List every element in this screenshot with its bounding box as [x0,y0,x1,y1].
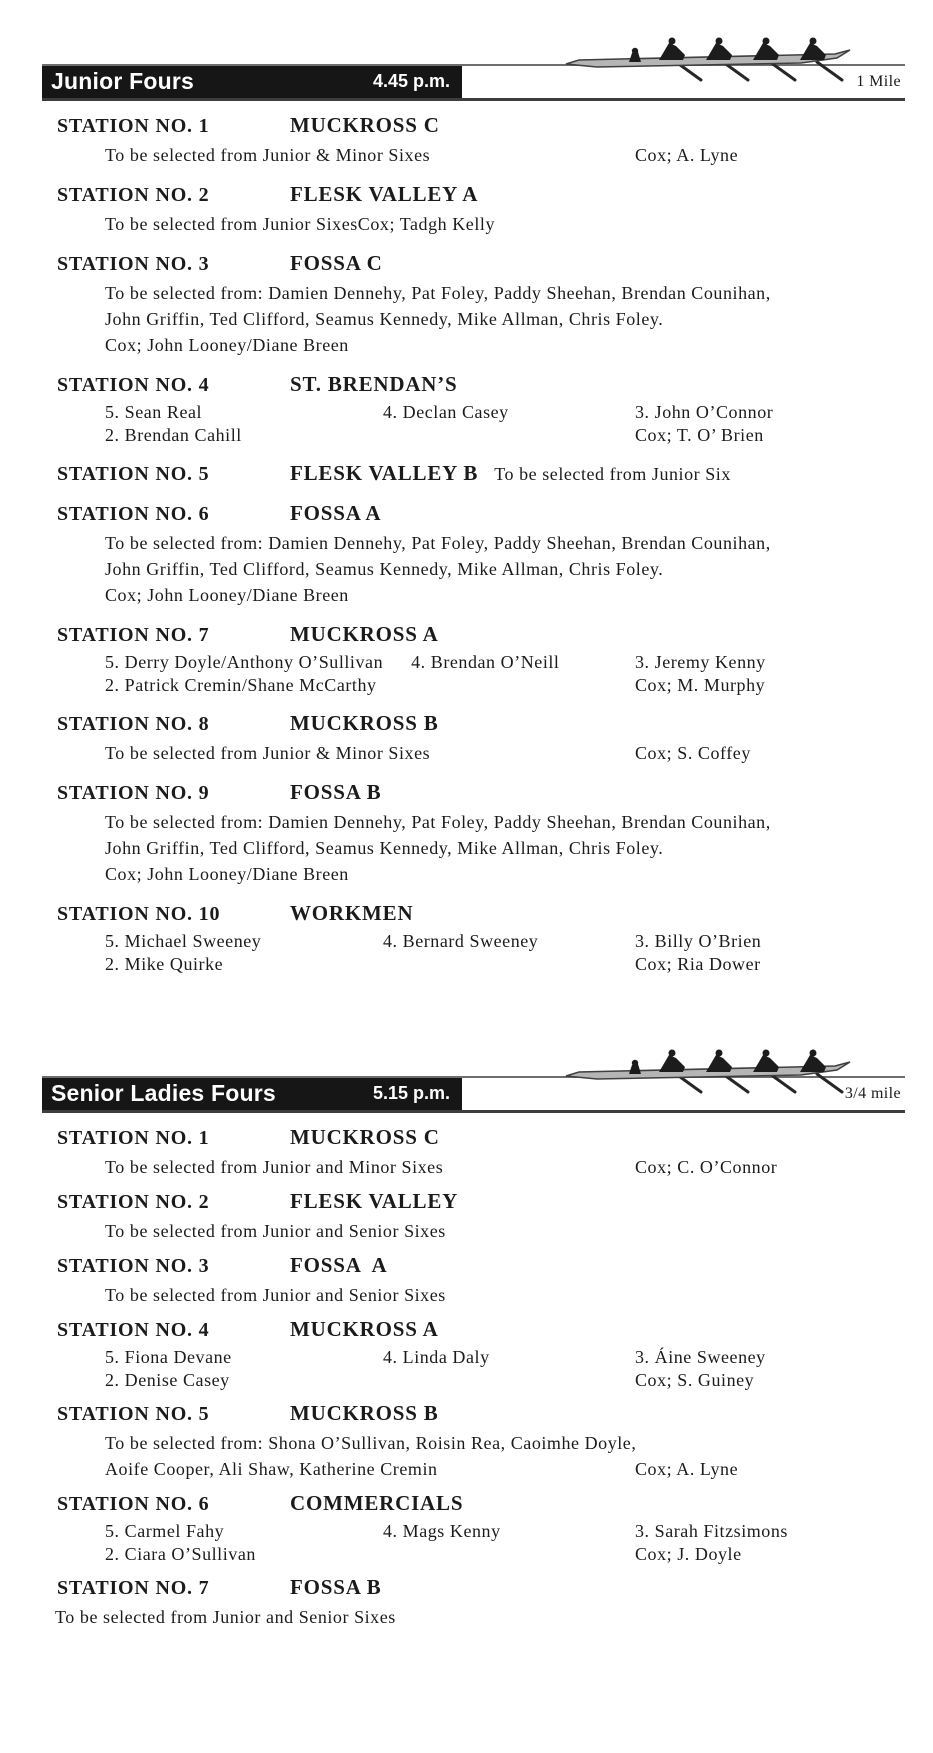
station-number: STATION NO. 7 [57,1577,210,1599]
team-name: MUCKROSS C [290,113,440,137]
station-entry [57,1189,905,1244]
station-note-line [105,861,905,887]
station-number: STATION NO. 2 [57,184,210,206]
seat-3: 3. Jeremy Kenny [635,652,766,672]
station-body [57,142,905,168]
station-heading [57,1253,905,1279]
station-note: To be selected from Junior & Minor Sixes [105,743,431,763]
seat-4: 4. Linda Daly [383,1347,490,1367]
station-body [57,401,905,447]
station-body [57,740,905,766]
station-note-line [105,142,905,168]
station-number: STATION NO. 1 [57,115,210,137]
race-header [42,1076,905,1113]
seat-2: 2. Mike Quirke [105,954,224,974]
cox-name: Cox; C. O’Connor [635,1157,778,1177]
team-name: FLESK VALLEY [290,1189,459,1213]
station-heading [57,1401,905,1427]
station-note: Cox; John Looney/Diane Breen [105,585,349,605]
team-name: MUCKROSS A [290,1317,439,1341]
station-note: Aoife Cooper, Ali Shaw, Katherine Cremin [105,1459,438,1479]
seat-2: 2. Denise Casey [105,1370,230,1390]
station-note-line [105,530,905,556]
station-body [57,1218,905,1244]
station-number: STATION NO. 8 [57,713,210,735]
crew-row [105,674,905,697]
station-heading [57,461,905,487]
station-heading [57,1575,905,1601]
station-entry [57,501,905,608]
station-number: STATION NO. 7 [57,624,210,646]
station-note: To be selected from Junior and Senior Sixes [105,1221,446,1241]
station-entry [57,1491,905,1566]
crew-row [105,953,905,976]
team-name: MUCKROSS B [290,711,439,735]
team-name: WORKMEN [290,901,414,925]
station-note-line [105,280,905,306]
station-heading [57,372,905,398]
seat-3: 3. Áine Sweeney [635,1347,766,1367]
station-note-line [55,1604,905,1630]
seat-3: 3. Sarah Fitzsimons [635,1521,788,1541]
station-number: STATION NO. 6 [57,503,210,525]
crew-row [105,401,905,424]
station-note: Cox; John Looney/Diane Breen [105,864,349,884]
station-note-line [105,1154,905,1180]
race-title-bar [42,1078,462,1110]
rowing-four-with-cox-icon [563,24,853,82]
cox-name: Cox; A. Lyne [635,1459,739,1479]
seat-5: 5. Fiona Devane [105,1347,232,1367]
station-entry [57,182,905,237]
station-heading [57,251,905,277]
crew-row [105,424,905,447]
race-title-bar [42,66,462,98]
seat-3: 3. John O’Connor [635,402,774,422]
station-heading [57,501,905,527]
station-note: John Griffin, Ted Clifford, Seamus Kennedy, Mike Allman, Chris Foley. [105,559,664,579]
seat-4: 4. Brendan O’Neill [411,652,560,672]
seat-4: 4. Bernard Sweeney [383,931,539,951]
crew-row [105,1346,905,1369]
station-number: STATION NO. 2 [57,1191,210,1213]
seat-5: 5. Sean Real [105,402,203,422]
station-entry [57,622,905,697]
station-note-line [105,835,905,861]
station-body [57,1520,905,1566]
station-entry [57,711,905,766]
team-name: COMMERCIALS [290,1491,464,1515]
station-entry [57,113,905,168]
seat-4: 4. Mags Kenny [383,1521,501,1541]
station-body [57,651,905,697]
race-distance: 3/4 mile [844,1085,901,1102]
station-number: STATION NO. 5 [57,1403,210,1425]
crew-row [105,651,905,674]
station-note-line [105,1218,905,1244]
cox-name: Cox; J. Doyle [635,1544,742,1564]
station-number: STATION NO. 5 [57,463,210,485]
crew-row [105,1543,905,1566]
seat-5: 5. Michael Sweeney [105,931,262,951]
station-note-line [105,740,905,766]
station-entry [57,1125,905,1180]
station-heading [57,622,905,648]
race-section [30,1076,905,1630]
seat-4: 4. Declan Casey [383,402,509,422]
station-body [57,809,905,887]
seat-3: 3. Billy O’Brien [635,931,762,951]
cox-name: Cox; Tadgh Kelly [357,214,495,234]
station-body [57,280,905,358]
station-body [57,1430,905,1482]
crew-row [105,1369,905,1392]
team-inline-note: To be selected from Junior Six [494,464,731,484]
station-heading [57,1491,905,1517]
cox-name: Cox; T. O’ Brien [635,425,764,445]
race-time: 5.15 p.m. [372,1082,450,1103]
station-heading [57,1317,905,1343]
race-title: Senior Ladies Fours [51,1079,276,1106]
station-entry [57,901,905,976]
seat-2: 2. Brendan Cahill [105,425,242,445]
team-name: FLESK VALLEY A [290,182,479,206]
team-name: FOSSA A [290,501,382,525]
team-name: MUCKROSS C [290,1125,440,1149]
station-entry [57,780,905,887]
cox-name: Cox; S. Coffey [635,743,751,763]
crew-row [105,1520,905,1543]
station-note: John Griffin, Ted Clifford, Seamus Kennedy, Mike Allman, Chris Foley. [105,838,664,858]
station-body [57,211,905,237]
station-note: To be selected from Junior and Senior Sixes [105,1285,446,1305]
station-number: STATION NO. 4 [57,1319,210,1341]
station-note-line [105,1282,905,1308]
station-heading [57,182,905,208]
station-note: To be selected from: Damien Dennehy, Pat Foley, Paddy Sheehan, Brendan Counihan, [105,283,771,303]
station-number: STATION NO. 4 [57,374,210,396]
race-header [42,64,905,101]
station-note-line [105,556,905,582]
station-body [57,1154,905,1180]
crew-row [105,930,905,953]
station-entry [57,1575,905,1630]
station-note: To be selected from Junior & Minor Sixes [105,145,431,165]
team-name: FOSSA B [290,1575,382,1599]
race-distance: 1 Mile [856,73,901,90]
station-number: STATION NO. 1 [57,1127,210,1149]
station-entry [57,461,905,487]
seat-5: 5. Derry Doyle/Anthony O’Sullivan [105,652,384,672]
station-body [57,930,905,976]
station-number: STATION NO. 9 [57,782,210,804]
station-entry [57,372,905,447]
station-note: To be selected from: Damien Dennehy, Pat Foley, Paddy Sheehan, Brendan Counihan, [105,533,771,553]
team-name: MUCKROSS A [290,622,439,646]
station-heading [57,780,905,806]
station-heading [57,113,905,139]
station-note: John Griffin, Ted Clifford, Seamus Kennedy, Mike Allman, Chris Foley. [105,309,664,329]
station-body [57,1282,905,1308]
station-body [57,1604,905,1630]
station-note: To be selected from Junior and Minor Sixes [105,1157,444,1177]
team-name: FOSSA C [290,251,383,275]
cox-name: Cox; Ria Dower [635,954,761,974]
station-entry [57,1317,905,1392]
rowing-four-with-cox-icon [563,1036,853,1094]
station-number: STATION NO. 3 [57,1255,210,1277]
station-heading [57,901,905,927]
cox-name: Cox; M. Murphy [635,675,766,695]
station-heading [57,711,905,737]
station-entry [57,1253,905,1308]
station-note-line [105,582,905,608]
team-name: FOSSA A [290,1253,388,1277]
station-note-line [105,332,905,358]
team-name: MUCKROSS B [290,1401,439,1425]
team-name: ST. BRENDAN’S [290,372,458,396]
station-number: STATION NO. 6 [57,1493,210,1515]
station-entry [57,1401,905,1482]
station-note: Cox; John Looney/Diane Breen [105,335,349,355]
station-note: To be selected from Junior and Senior Sixes [55,1607,396,1627]
station-list [30,1125,905,1630]
seat-5: 5. Carmel Fahy [105,1521,225,1541]
station-note: To be selected from Junior Sixes [105,214,358,234]
station-note: To be selected from: Shona O’Sullivan, Roisin Rea, Caoimhe Doyle, [105,1433,637,1453]
seat-2: 2. Ciara O’Sullivan [105,1544,256,1564]
station-entry [57,251,905,358]
station-note-line [105,1430,905,1456]
station-note-line [105,809,905,835]
cox-name: Cox; S. Guiney [635,1370,755,1390]
station-number: STATION NO. 3 [57,253,210,275]
race-title: Junior Fours [51,67,194,94]
race-time: 4.45 p.m. [372,70,450,91]
station-heading [57,1189,905,1215]
station-body [57,1346,905,1392]
station-heading [57,1125,905,1151]
cox-name: Cox; A. Lyne [635,145,739,165]
station-note-line [105,211,905,237]
station-note: To be selected from: Damien Dennehy, Pat Foley, Paddy Sheehan, Brendan Counihan, [105,812,771,832]
station-body [57,530,905,608]
station-number: STATION NO. 10 [57,903,221,925]
team-name: FLESK VALLEY B [290,461,479,485]
station-list [30,113,905,976]
station-note-line [105,1456,905,1482]
team-name: FOSSA B [290,780,382,804]
race-section [30,64,905,976]
seat-2: 2. Patrick Cremin/Shane McCarthy [105,675,377,695]
station-note-line [105,306,905,332]
